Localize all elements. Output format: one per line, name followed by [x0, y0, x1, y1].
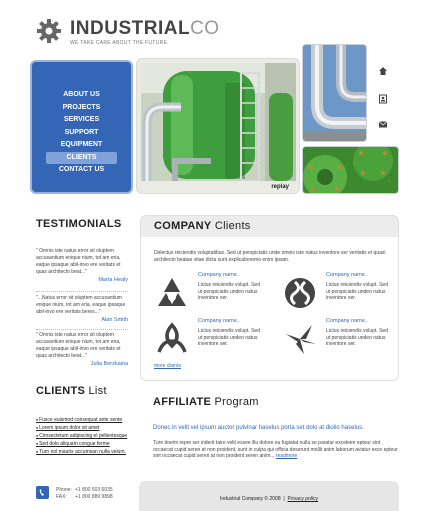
testimonial-quote: " Omnis iste natus error sit oluptem accusantium enique nium, tot am eria, eaque ipsaque abil-invo ere veritats et quas architecto beat..." [36, 332, 121, 359]
testimonial-item [36, 295, 128, 324]
client-name-link[interactable]: Company name.. [198, 272, 240, 278]
clients-list-link[interactable]: ■ Turn nol mauris accumsan nulla velum. [36, 448, 127, 456]
nav-item-about-us[interactable]: ABOUT US [63, 91, 100, 98]
more-clients-link[interactable]: more clients [154, 363, 181, 369]
fax-number: +1 800 889 9898 [75, 494, 113, 500]
client-logo-icon [154, 276, 190, 310]
client-name-link[interactable]: Company name.. [326, 272, 368, 278]
divider [36, 329, 128, 330]
testimonial-author: Julia Berzkaina [90, 361, 128, 367]
panel-header [141, 216, 398, 237]
affiliate-body: Ture doeim repre ser inderit taire velit essee illu dolore eu fugiatat nulla se paratur exceleen epteur sint occaecat cupid seren at non proident, sunt in culpa qui officia deserunt mollit anim laborum aviatur exce epteur sint occaecat cupid seren at non proident seren anim... readmore [153, 440, 398, 459]
phone-number: +1 800 603 6035 [75, 487, 113, 493]
footer-separator: | [283, 496, 285, 502]
logo[interactable] [36, 16, 236, 50]
mail-icon[interactable] [378, 119, 388, 129]
footer [139, 481, 399, 511]
clients-list-link[interactable]: ■ Sed dolo aliquam congue ferme [36, 440, 127, 448]
clients-list-link[interactable]: ■ Cirnsectetum adipiscing el pellentesque [36, 432, 127, 440]
read-more-link[interactable]: readmore [275, 453, 298, 459]
phone-icon [36, 486, 49, 499]
nav-item-clients[interactable]: CLIENTS [46, 152, 117, 165]
gear-icon [36, 18, 62, 44]
clients-list-heading: CLIENTS List [36, 385, 107, 397]
thumbnail-valves[interactable] [302, 146, 399, 194]
nav-item-equipment[interactable]: EQUIPMENT [60, 141, 103, 148]
testimonial-author: Marta Healy [98, 277, 128, 283]
client-card [282, 272, 392, 312]
testimonial-quote: "...Natus error sit oluptem accusantium enique nium, tot am eria, eaque ipsaque abil-invo ere veritats beres..." [36, 295, 126, 315]
client-card [282, 318, 392, 358]
contact-card-icon[interactable] [378, 94, 388, 104]
testimonial-item [36, 332, 128, 368]
contact-info [56, 487, 113, 501]
client-card [154, 272, 264, 312]
testimonial-author: Alan Smith [101, 317, 128, 323]
client-logo-icon [282, 276, 318, 310]
testimonials-heading: TESTIMONIALS [36, 218, 122, 230]
nav-item-contact-us[interactable]: CONTACT US [58, 166, 105, 173]
client-description: Lictus reiciendis volupt. Sed ut perspiciatis undeo natus inventore ser. [326, 328, 388, 347]
brand-tagline: WE TAKE CARE ABOUT THE FUTURE [70, 40, 168, 46]
nav-item-projects[interactable]: PROJECTS [62, 103, 101, 111]
brand-name: INDUSTRIALCO [70, 18, 220, 39]
hero-industrial-image [141, 63, 296, 181]
replay-button[interactable]: replay [271, 184, 289, 190]
phone-label: Phone: [56, 487, 72, 493]
client-name-link[interactable]: Company name.. [198, 318, 240, 324]
footer-text [139, 496, 399, 502]
company-clients-intro: Delectus reiciendis voluptatibus. Sed ut perspiciatis unde omnis iste natus inventore ser veritatis et quasi architecto beatae vitae dicta sunt explicaboremo enim ipsam. [154, 250, 386, 263]
main-nav [30, 60, 133, 194]
thumbnail-pipes-image [303, 45, 367, 142]
thumbnail-pipes[interactable] [302, 44, 367, 142]
client-logo-icon [154, 322, 190, 356]
client-description: Lictus reiciendis volupt. Sed ut perspiciatis undeo natus inventore ser. [198, 282, 260, 301]
client-card [154, 318, 264, 358]
clients-list-link[interactable]: ■ Lorem ipsum dolor sit amet [36, 424, 127, 432]
copyright: Industrial Company © 2008 [219, 496, 281, 502]
affiliate-heading: AFFILIATE Program [153, 396, 259, 408]
company-clients-panel [140, 215, 399, 381]
affiliate-lead: Donec in velit vel ipsum auctor pulvinar haselus porta set dolo at diolio haselus. [153, 425, 364, 431]
thumbnail-valves-image [303, 147, 399, 194]
client-name-link[interactable]: Company name.. [326, 318, 368, 324]
clients-list [36, 416, 127, 456]
hero-banner [136, 58, 300, 194]
fax-label: FAX: [56, 494, 67, 500]
client-description: Lictus reiciendis volupt. Sed ut perspiciatis undeo natus inventore ser. [326, 282, 388, 301]
client-logo-icon [282, 322, 318, 356]
company-clients-heading: COMPANY Clients [154, 220, 251, 232]
testimonial-item [36, 248, 128, 284]
testimonial-quote: " Omnis iste natus error sit oluptem accusantium enique nium, tot am eria, eaque ipsaque abil-invo ere veritats et quas architecto beat..." [36, 248, 121, 275]
divider [36, 291, 128, 292]
nav-item-support[interactable]: SUPPORT [64, 128, 99, 136]
privacy-policy-link[interactable]: Privacy policy [287, 496, 319, 502]
client-description: Lictus reiciendis volupt. Sed ut perspiciatis undeo natus inventore ser. [198, 328, 260, 347]
nav-item-services[interactable]: SERVICES [63, 116, 100, 123]
clients-list-link[interactable]: ■ Fusce euismod consequat ante sente [36, 416, 127, 424]
home-icon[interactable] [378, 66, 388, 76]
